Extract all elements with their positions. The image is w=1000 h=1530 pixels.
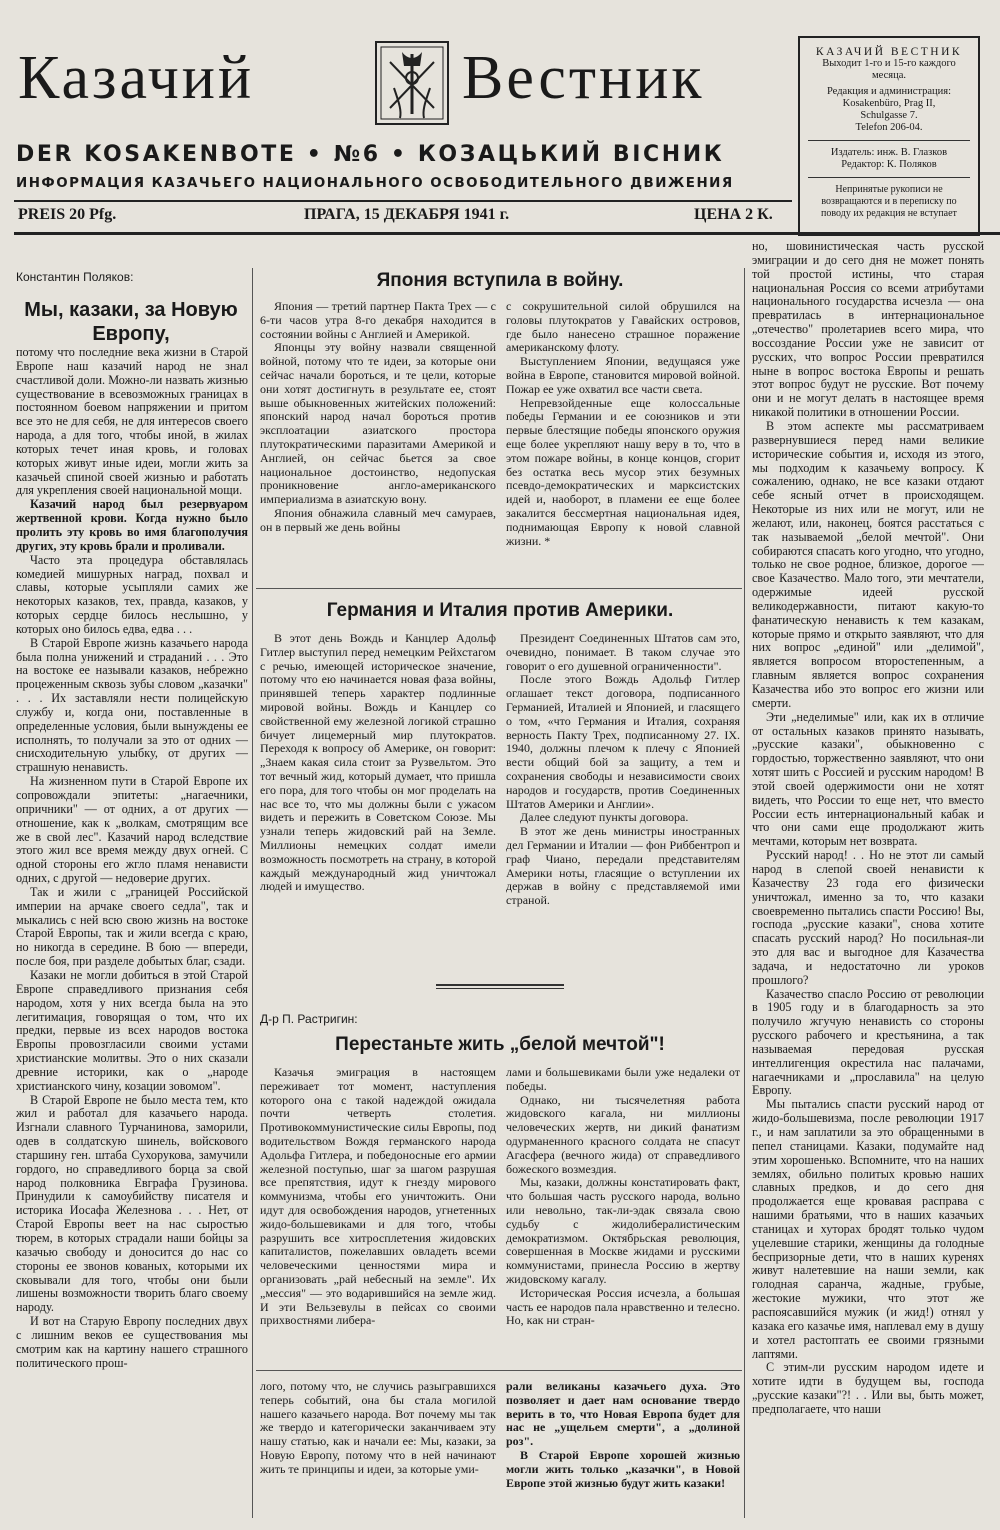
coat-of-arms-icon <box>372 38 452 128</box>
info-name: КАЗАЧИЙ ВЕСТНИК <box>815 46 963 58</box>
art3-col2 <box>506 632 740 962</box>
art1-headline <box>14 298 248 346</box>
column-rule-1 <box>252 268 253 1518</box>
art5-para: С этим-ли русским народом идете и хотите идти в будущем вы, господа „русские казаки"?! . . Или вы, быть может, предполагаете, что наши <box>752 1360 984 1416</box>
art5-body <box>752 240 984 1522</box>
art1-para: Часто эта процедура обставлялась комедией мишурных наград, похвал и славы, которые усыпляли самих же некоторых казаков, тех, правда, казаков, у которых сердце билось неслышно, у которых оно билось едва, едва . . . <box>16 552 248 636</box>
art1-body <box>16 346 248 1522</box>
art1-para: В Старой Европе не было места тем, кто жил и работал для казачьего народа. Изгнали славного Турчанинова, заморили, одев в солдатскую шинель, войскового старшину ген. штаба Сухорукова, замучили гордого, но справедливого борца за свой народ полковника Евграфа Грузинова. Принудили к самоубийству писателя и историка Иосафа Железнова . . . Нет, от Старой Европы веет на нас сыростью тюрем, в которых страдали наши бойцы за казачью свободу и доносится до нас со стороны ее звонов кованых, которыми их сковывали для того, чтобы они были лишены возможности творить благо своему народу. <box>16 1092 248 1315</box>
info-phone: Telefon 206-04. <box>855 122 923 133</box>
art5-para: но, шовинистическая часть русской эмиграции и до сего дня не может понять той простой истины, что старая национальная Россия со всеми атрибутами национального государства исчезла — она превратилась в интернациональное „отечество" пролетариев всего мира, что воссоздание России уже не зависит от русских, что вопрос России превратился ныне в вопрос востока Европы и решать этот вопрос будут не русские. Вот почему они и не могут делать в настоящее время никакой политики в отношении России. <box>752 240 984 420</box>
art4-para: Однако, ни тысячелетняя работа жидовского кагала, ни миллионы человеческих жертв, ни дикий фанатизм одурманенного красного солдата не спасут Агасфера (вечного жида) от справедливого божеского возмездия. <box>506 1092 740 1176</box>
art4-divider <box>256 1370 742 1371</box>
art1-para: В Старой Европе жизнь казачьего народа была полна унижений и страданий . . . Это на востоке ее называли казаков, небрежно процеженным сквозь зубы словом „казачки" . . . Их заставляли нести полицейскую службу и, когда они, поставленные в определенные условия, были вынуждены ее исполнять, то получали за это от одних — снисходительную улыбку, от других — страшную ненависть. <box>16 635 248 775</box>
art4-bottom-para: В Старой Европе хорошей жизнью могли жить только „казачки", в Новой Европе этой жизнью будут жить казаки! <box>506 1447 740 1490</box>
art2-para: Непревзойденные еще колоссальные победы Германии и ее союзников и эти первые блестящие победы японского оружия еще более укрепляют нашу веру в то, что в этом пожаре войны, в конце концов, сгорит без остатка весь мусор этих безумных псевдо-демократических и марксистских идей и, наоборот, в пламени ее еще более закалится бессмертная национальная идея, поднимающая Европу к новой славной жизни. * <box>506 395 740 548</box>
art2-para: Выступлением Японии, ведущаяся уже война в Европе, становится мировой войной. Пожар ее уже охватил все части света. <box>506 354 740 396</box>
art2-para: Япония обнажила славный меч самураев, он в первый же день войны <box>260 505 496 534</box>
issue-date: ПРАГА, 15 ДЕКАБРЯ 1941 г. <box>304 206 510 223</box>
art2-headline: Япония вступила в войну. <box>376 270 624 291</box>
info-address-1: Kosakenbüro, Prag II, <box>842 98 936 109</box>
info-frequency: Выходит 1-го и 15-го каждого месяца. <box>822 58 956 81</box>
title-right: Вестник <box>462 44 705 112</box>
art1-para: потому что последние века жизни в Старой Европе наш казачий народ не знал счастливой доли. Можно-ли назвать жизнью существование в всевозможных границах в постоянном боевом напряжении и притом все это не для себя, не для интересов своего народа, а для того, чтобы иной, в жилах которых течет иная кровь, и головах которых живут иные идеи, могли жить за казачьей спиной своей жизнью и работать для укрепления своей национальной мощи. <box>16 346 248 498</box>
art1-continuation-2 <box>506 1380 740 1520</box>
info-note: Непринятые рукописи не возвращаются и в переписку по поводу их редакция не вступает <box>821 184 957 219</box>
art2-para: Япония — третий партнер Пакта Трех — с 6-ти часов утра 8-го декабря находится в состоянии войны с Англией и Америкой. <box>260 300 496 341</box>
info-box <box>798 36 980 236</box>
art1-continuation <box>260 1380 496 1520</box>
art2-para: с сокрушительной силой обрушился на головы плутократов у Гавайских островов, где было нанесено страшное поражение американскому флоту. <box>506 300 740 355</box>
art4-para: лами и большевиками были уже недалеки от победы. <box>506 1066 740 1093</box>
art4-col1 <box>260 1066 496 1362</box>
art5-para: Эти „неделимые" или, как их в отличие от остальных казаков принято называть, „русские казаки", обыкновенно с гордостью, торжественно заявляют, что они хотят шить с Россией и русским народом! В этой своей одержимости они не хотят видеть, что России то еще нет, что вместо России есть интернациональный кабак и что они сами еще продолжают жить мечтами, которым нет возврата. <box>752 709 984 849</box>
art4-bottom-para: лого, потому что, не случись разыгравшихся теперь событий, она бы стала могилой нашего казачьего народа. Вот почему мы так же твердо и категорически заканчиваем эту нашу статью, как и начали ее: Мы, казаки, за Новую Европу, потому что в ней начинают жить те принципы и идеи, за которые уми- <box>260 1380 496 1476</box>
art1-headline-line2: Европу, <box>92 323 170 345</box>
art1-para: На жизненном пути в Старой Европе их сопровождали эпитеты: „нагаечники, опричники" — от одних, а от других — отношение, как к „волкам, смотрящим все же в свой лес". Казачий народ вследствие этого жил все время между двух огней. С одной стороны его жгло пламя ненависти одних, с другой — недоверие других. <box>16 774 248 886</box>
art1-para: И вот на Старую Европу последних двух с лишним веков ее существования мы смотрим как на картину нашего страшного политического прош- <box>16 1314 248 1370</box>
art3-para: В этот день Вождь и Канцлер Адольф Гитлер выступил перед немецким Рейхстагом с речью, имеющей историческое значение, потому что ею начинается новая фаза войны, принявшей теперь характер подлинные мировой войны. Вождь и Канцлер со свойственной ему железной логикой страшно бичует лицемерный мир плутократов. Переходя к вопросу об Америке, он говорит: „Знаем какая сила стоит за Рузвельтом. Это тот вечный жид, который думает, что пришла его пора, для того чтобы он мог проделать на нас все то, что мы должны были с ужасом видеть и пережить в Советском Союзе. Мы узнали теперь жидовский рай на Земле. Миллионы немецких солдат имели возможность посмотреть на страну, в которой каждый международный жид уничтожал людей и имущество. <box>260 632 496 894</box>
masthead-rule <box>14 200 792 202</box>
art3-para: Далее следуют пункты договора. <box>520 810 689 825</box>
masthead <box>14 30 792 191</box>
info-address-2: Schulgasse 7. <box>860 110 918 121</box>
art3-divider <box>436 984 564 986</box>
art4-bottom-para: рали великаны казачьего духа. Это позволяет и дает нам основание твердо верить в то, что Новая Европа будет для нас не „ущельем смерти", а „долиной роз". <box>506 1380 740 1449</box>
art5-para: Русский народ! . . Но не этот ли самый народ в слепой своей ненависти к Казачеству 23 года его физически уничтожал, именно за то, что казаки своевременно пытались спасти Россию! Вы, господа „русские казаки", снова хотите спасать русский народ? Но посильная-ли это для вас и выгодное для Казачества задача, и недостаточно ли уроков прошлого? <box>752 848 984 987</box>
tagline: ИНФОРМАЦИЯ КАЗАЧЬЕГО НАЦИОНАЛЬНОГО ОСВОБОДИТЕЛЬНОГО ДВИЖЕНИЯ <box>16 176 734 191</box>
art4-para: Историческая Россия исчезла, а большая часть ее народов пала нравственно и телесно. Но, как ни стран- <box>506 1285 740 1328</box>
price-right: ЦЕНА 2 К. <box>694 206 773 223</box>
art1-para: Так и жили с „границей Российской империи на арчаке своего седла", так и мыкались с ней всю свою жизнь на востоке Старой Европы, так и жили всегда с краю, но никогда в середине. В бою — впереди, после боя, при разделе добытых благ, сзади. <box>16 884 248 969</box>
art5-para: В этом аспекте мы рассматриваем развернувшиеся перед нами великие исторические события и, исходя из этого, мы подходим к казачьему вопросу. К сожалению, однако, не все казаки отдают себе ясный отчет в происходящем. Некоторые из них или не могут, или не желают, или, наконец, боятся расстаться с так называемой „белой мечтой". Они собираются спасать кого угодно, что угодно, только не свое родное, близкое, дорогое — свое Казачество. Мало того, эти мечтатели, одержимые идеей русской великодержавности, питают какую-то фанатическую ненависть к тем казакам, которые прямо и открыто заявляют, что для них вопрос „единой" или „делимой", является вопросом второстепенным, а главным является вопрос сохранения Казачества ибо это вопрос его жизни или смерти. <box>752 418 984 710</box>
art2-col1 <box>260 300 496 582</box>
art1-para: Казаки не могли добиться в этой Старой Европе справедливого признания себя народом, хотя у них всегда была на это легитимация, говорящая о том, что их предки, первые из всех народов востока Европы провозгласили своими устами христианские молитвы. Это о них сказали древние историки, как о „народе христианского чину, козации зовомом". <box>16 967 248 1093</box>
info-divider <box>808 140 970 141</box>
art3-headline: Германия и Италия против Америки. <box>326 600 674 621</box>
art1-para: Казачий народ был резервуаром жертвенной крови. Когда нужно было пролить эту кровь во имя благополучия других, эту кровь брали и проливали. <box>16 497 248 553</box>
art4-headline: Перестаньте жить „белой мечтой"! <box>335 1034 665 1055</box>
art5-para: Казачество спасло Россию от революции в 1905 году и в благодарность за это получило жгучую ненависть со стороны русского рабочего и крестьянина, а так называемая передовая русская интеллигенция окрестила нас палачами, нагаечниками и „прославила" на целую Европу. <box>752 986 984 1098</box>
art2-col2 <box>506 300 740 582</box>
art3-para: После этого Вождь Адольф Гитлер оглашает текст договора, подписанного Германией, Италией и Японией, и гласящего о том, «что Германия и Италия, сохраняя верность Пакту Трех, подписанному 27. IX. 1940, должны плечом к плечу с Японией вести общий бой за защиту, а тем и сохранения свободы и независимости своих народов и государств, против Соединенных Штатов Америки и Англии». <box>506 672 740 811</box>
art1-headline-line1: Мы, казаки, за Новую <box>24 299 238 321</box>
art4-byline: Д-р П. Растригин: <box>260 1012 358 1026</box>
subtitle: DER KOSAKENBOTE • №6 • КОЗАЦЬКИЙ ВІСНИК <box>16 142 725 167</box>
art3-divider-2 <box>436 988 564 989</box>
art1-byline: Константин Поляков: <box>16 270 134 284</box>
art3-col1 <box>260 632 496 962</box>
dateline <box>14 206 790 230</box>
art3-para: В этот же день министры иностранных дел Германии и Италии — фон Риббентроп и граф Чиано, передали представителям Америки ноты, гласящие о вступлении их держав в войну с представляемой ими страной. <box>506 824 740 908</box>
art2-para: Японцы эту войну назвали священной войной, потому что те идеи, за которые они сейчас начали бороться, и те цели, которые они хотят достигнуть в результате ее, стоят выше обыкновенных житейских положений: японский народ начал бороться против эксплоатации азиатского простора плутократическими паразитами Америкой и Англией, он сейчас бьется за свое национальное достоинство, недопуская проникновение англо-американского империализма в азиатскую вону. <box>260 340 496 507</box>
info-editor: Редактор: К. Поляков <box>841 159 937 170</box>
info-divider-2 <box>808 177 970 178</box>
art5-para: Мы пытались спасти русский народ от жидо-большевизма, после революции 1917 г., и нам заплатили за это обращенными в пепел станицами. Казаки, подумайте над этим хорошенько. Вспомните, что на наших землях, обильно политых кровью наших славных предков, и до сего дня продолжается еще кровавая расправа с нашими братьями, что в наших казачьих станицах и хуторах бродят только чудом уцелевшие старики, женщины да голодные беспризорные дети, что в наших куренях живут налетевшие на наши земли, как голодная саранча, жадные, грубые, жестокие мужики, что этот же распоясавшийся мужик (и жид!) отнял у казака его казачье имя, наплевал ему в душу и хотел растоптать ее своими грязными лаптями. <box>752 1097 984 1361</box>
art4-col2 <box>506 1066 740 1362</box>
price-left: PREIS 20 Pfg. <box>18 206 117 223</box>
art2-divider <box>256 588 742 589</box>
info-publisher: Издатель: инж. В. Глазков <box>830 147 948 158</box>
column-rule-3 <box>744 268 745 1518</box>
art4-para: Мы, казаки, должны констатировать факт, что большая часть русского народа, вольно или невольно, так-ли-эдак связала свою судьбу с жидолибералистическим демократизмом. Октябрьская революция, совершенная в Москве жидами и русскими коммунистами, принесла Россию в жертву жидовскому кагалу. <box>506 1175 740 1286</box>
info-admin: Редакция и администрация: <box>826 86 952 97</box>
art4-para: Казачья эмиграция в настоящем переживает тот момент, наступления которого она с такой надеждой ожидала почти четверть столетия. Противокоммунистические силы Европы, под водительством Вождя германского народа Адольфа Гитлера, и победоносные его армии железной поступью, шаг за шагом разрушая все препятствия, идут к гнезду мирового коммунизма, чтобы его уничтожить. Они идут для освобождения народов, угнетенных жидо-большевиками и для того, чтобы разрушить все хитросплетения жидовских капиталистов, пожелавших овладеть всеми человеческими ценностями мира и организовать „рай небесный на земле". Их „мессия" — это водарившийся на земле жид. И эти Вельзевулы в пейсах со своими прихвостнями либера- <box>260 1066 496 1328</box>
title-left: Казачий <box>18 44 255 112</box>
art3-para: Президент Соединенных Штатов сам это, очевидно, понимает. В таком случае это говорит о его душевной ограниченности". <box>506 632 740 673</box>
